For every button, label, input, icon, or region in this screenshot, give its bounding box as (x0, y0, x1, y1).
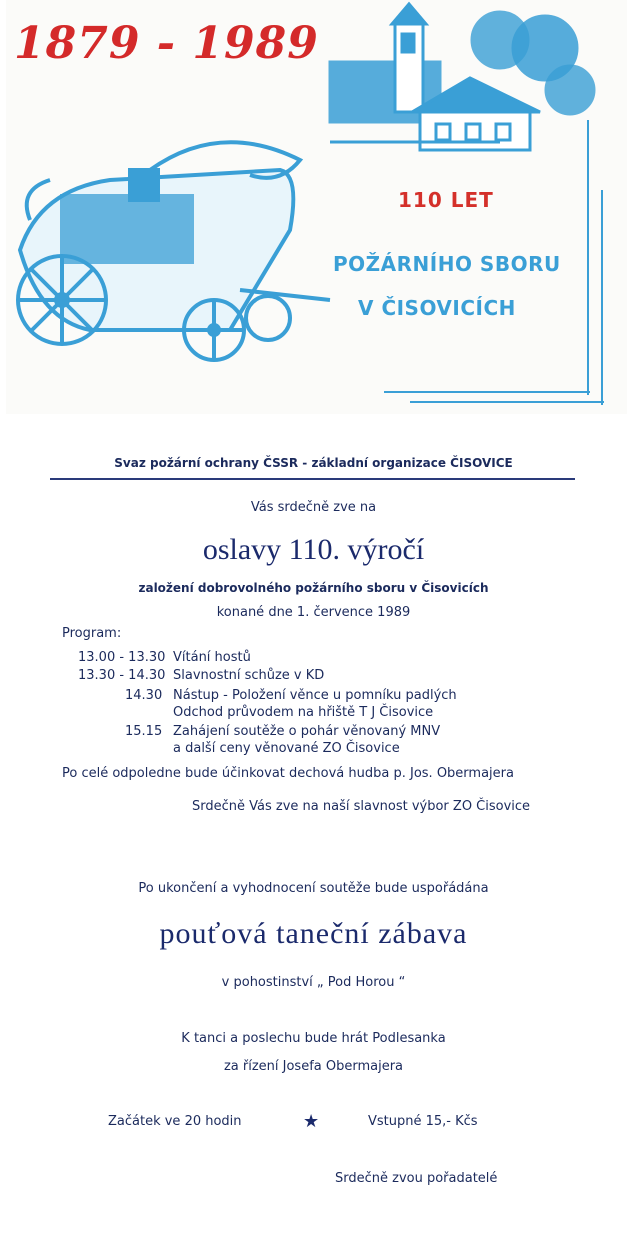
music-line: Po celé odpoledne bude účinkovat dechová hudba p. Jos. Obermajera (62, 766, 514, 781)
program-item: Zahájení soutěže o pohár věnovaný MNV (173, 724, 441, 739)
program-item-continued: a další ceny věnované ZO Čisovice (173, 741, 400, 756)
program-time: 13.00 - 13.30 (78, 650, 166, 665)
header-line-1: POŽÁRNÍHO SBORU (333, 252, 561, 276)
program-item: Vítání hostů (173, 650, 251, 665)
village-illustration (330, 4, 594, 150)
header-line-2: V ČISOVICÍCH (358, 296, 516, 320)
subheadline: založení dobrovolného požárního sboru v Čisovicích (138, 581, 489, 595)
program-time: 13.30 - 14.30 (78, 668, 166, 683)
program-label: Program: (62, 626, 122, 641)
program-time: 15.15 (125, 724, 163, 739)
fire-carriage-illustration (18, 142, 330, 360)
dance-headline: pouťová taneční zábava (159, 917, 468, 950)
star-icon: ★ (303, 1111, 320, 1132)
years-title: 1879 - 1989 (14, 18, 319, 69)
divider (50, 478, 575, 480)
band-leader-line: za řízení Josefa Obermajera (223, 1059, 404, 1074)
entry-fee: Vstupné 15,- Kčs (368, 1114, 478, 1129)
dance-intro: Po ukončení a vyhodnocení soutěže bude uspořádána (138, 881, 489, 896)
main-headline: oslavy 110. výročí (202, 533, 425, 566)
date-line: konané dne 1. července 1989 (216, 605, 411, 620)
organizers-signature: Srdečně zvou pořadatelé (335, 1171, 498, 1186)
program-time: 14.30 (125, 688, 163, 703)
band-line: K tanci a poslechu bude hrát Podlesanka (181, 1031, 446, 1046)
program-item-continued: Odchod průvodem na hřiště T J Čisovice (173, 705, 434, 720)
invite-line: Vás srdečně zve na (250, 500, 377, 515)
start-time: Začátek ve 20 hodin (108, 1114, 242, 1129)
organization-name: Svaz požární ochrany ČSSR - základní organizace ČISOVICE (114, 456, 513, 470)
venue-line: v pohostinství „ Pod Horou “ (221, 975, 406, 990)
program-item: Slavnostní schůze v KD (173, 668, 325, 683)
signature-line: Srdečně Vás zve na naší slavnost výbor ZO Čisovice (192, 799, 531, 814)
program-item: Nástup - Položení věnce u pomníku padlých (173, 688, 457, 703)
anniversary-label: 110 LET (398, 188, 494, 212)
